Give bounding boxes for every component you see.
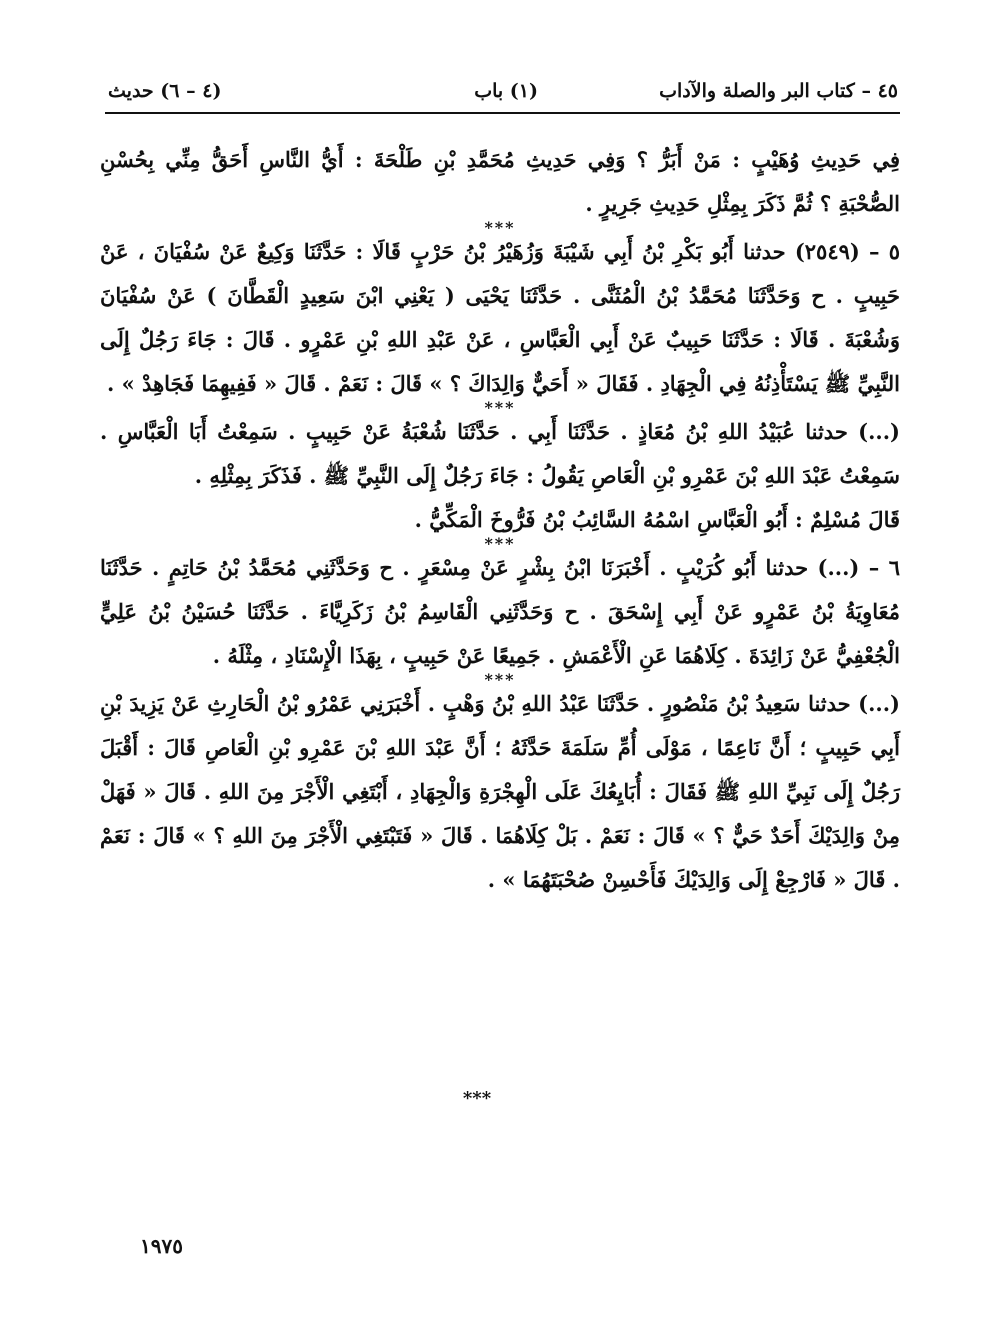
section-separator: *** [484, 670, 516, 689]
section-separator: *** [484, 218, 516, 237]
running-header [108, 80, 898, 112]
main-text [100, 138, 900, 902]
hadith-6: ٦ – (...) حدثنا أَبُو كُرَيْبٍ . أَخْبَرَنَا ابْنُ بِشْرٍ عَنْ مِسْعَرٍ . ح وَحَدَّثَنِي مُحَمَّدُ بْنُ حَاتِمٍ . حَدَّثَنَا مُعَاوِيَةُ بْنُ عَمْرٍو عَنْ أَبِي إِسْحَقَ . ح وَحَدَّثَنِي الْقَاسِمُ بْنُ زَكَرِيَّاءَ . حَدَّثَنَا حُسَيْنُ بْنُ عَلِيٍّ الْجُعْفِيُّ عَنْ زَائِدَةَ . كِلَاهُمَا عَنِ الْأَعْمَشِ . جَمِيعًا عَنْ حَبِيبٍ ، بِهَذَا الْإِسْنَادِ ، مِثْلَهُ . [100, 555, 900, 668]
chapter-label: (١) باب [474, 80, 538, 102]
paragraph-continuation: فِي حَدِيثِ وُهَيْبٍ : مَنْ أَبَرُّ ؟ وَفِي حَدِيثِ مُحَمَّدِ بْنِ طَلْحَةَ : أَيُّ النَّاسِ أَحَقُّ مِنِّي بِحُسْنِ الصُّحْبَةِ ؟ ثُمَّ ذَكَرَ بِمِثْلِ حَدِيثِ جَرِيرٍ . [100, 147, 900, 216]
hadith-5-variant: (...) حدثنا عُبَيْدُ اللهِ بْنُ مُعَاذٍ . حَدَّثَنَا أَبِي . حَدَّثَنَا شُعْبَةُ عَنْ حَبِيبٍ . سَمِعْتُ أَبَا الْعَبَّاسِ . سَمِعْتُ عَبْدَ اللهِ بْنَ عَمْرِو بْنِ الْعَاصِ يَقُولُ : جَاءَ رَجُلٌ إِلَى النَّبِيِّ ﷺ . فَذَكَرَ بِمِثْلِهِ . [100, 419, 900, 488]
section-separator: *** [484, 534, 516, 553]
hadith-range: (٤ – ٦) حديث [108, 80, 222, 102]
page-number: ١٩٧٥ [140, 1234, 183, 1258]
hadith-5: ٥ – (٢٥٤٩) حدثنا أَبُو بَكْرِ بْنُ أَبِي شَيْبَةَ وَزُهَيْرُ بْنُ حَرْبٍ قَالَا : حَدَّثَنَا وَكِيعٌ عَنْ سُفْيَانَ ، عَنْ حَبِيبٍ . ح وَحَدَّثَنَا مُحَمَّدُ بْنُ الْمُثَنَّى . حَدَّثَنَا يَحْيَى ( يَعْنِي ابْنَ سَعِيدٍ الْقَطَّانَ ) عَنْ سُفْيَانَ وَشُعْبَةَ . قَالَا : حَدَّثَنَا حَبِيبٌ عَنْ أَبِي الْعَبَّاسِ ، عَنْ عَبْدِ اللهِ بْنِ عَمْرٍو . قَالَ : جَاءَ رَجُلٌ إِلَى النَّبِيِّ ﷺ يَسْتَأْذِنُهُ فِي الْجِهَادِ . فَقَالَ « أَحَيٌّ وَالِدَاكَ ؟ » قَالَ : نَعَمْ . قَالَ « فَفِيهِمَا فَجَاهِدْ » . [100, 239, 900, 396]
section-separator: *** [484, 398, 516, 417]
header-rule [105, 112, 900, 114]
muslim-comment: قَالَ مُسْلِمٌ : أَبُو الْعَبَّاسِ اسْمُهُ السَّائِبُ بْنُ فَرُّوخَ الْمَكِّيُّ . [414, 507, 900, 532]
closing-ornament: *** [462, 1088, 492, 1109]
hadith-6-variant: (...) حدثنا سَعِيدُ بْنُ مَنْصُورٍ . حَدَّثَنَا عَبْدُ اللهِ بْنُ وَهْبٍ . أَخْبَرَنِي عَمْرُو بْنُ الْحَارِثِ عَنْ يَزِيدَ بْنِ أَبِي حَبِيبٍ ؛ أَنَّ نَاعِمًا ، مَوْلَى أُمِّ سَلَمَةَ حَدَّثَهُ ؛ أَنَّ عَبْدَ اللهِ بْنَ عَمْرِو بْنِ الْعَاصِ قَالَ : أَقْبَلَ رَجُلٌ إِلَى نَبِيِّ اللهِ ﷺ فَقَالَ : أُبَايِعُكَ عَلَى الْهِجْرَةِ وَالْجِهَادِ ، أَبْتَغِي الْأَجْرَ مِنَ اللهِ . قَالَ « فَهَلْ مِنْ وَالِدَيْكَ أَحَدٌ حَيٌّ ؟ » قَالَ : نَعَمْ . بَلْ كِلَاهُمَا . قَالَ « فَتَبْتَغِي الْأَجْرَ مِنَ اللهِ ؟ » قَالَ : نَعَمْ . قَالَ « فَارْجِعْ إِلَى وَالِدَيْكَ فَأَحْسِنْ صُحْبَتَهُمَا » . [100, 691, 900, 892]
book-title: ٤٥ – كتاب البر والصلة والآداب [659, 80, 898, 102]
